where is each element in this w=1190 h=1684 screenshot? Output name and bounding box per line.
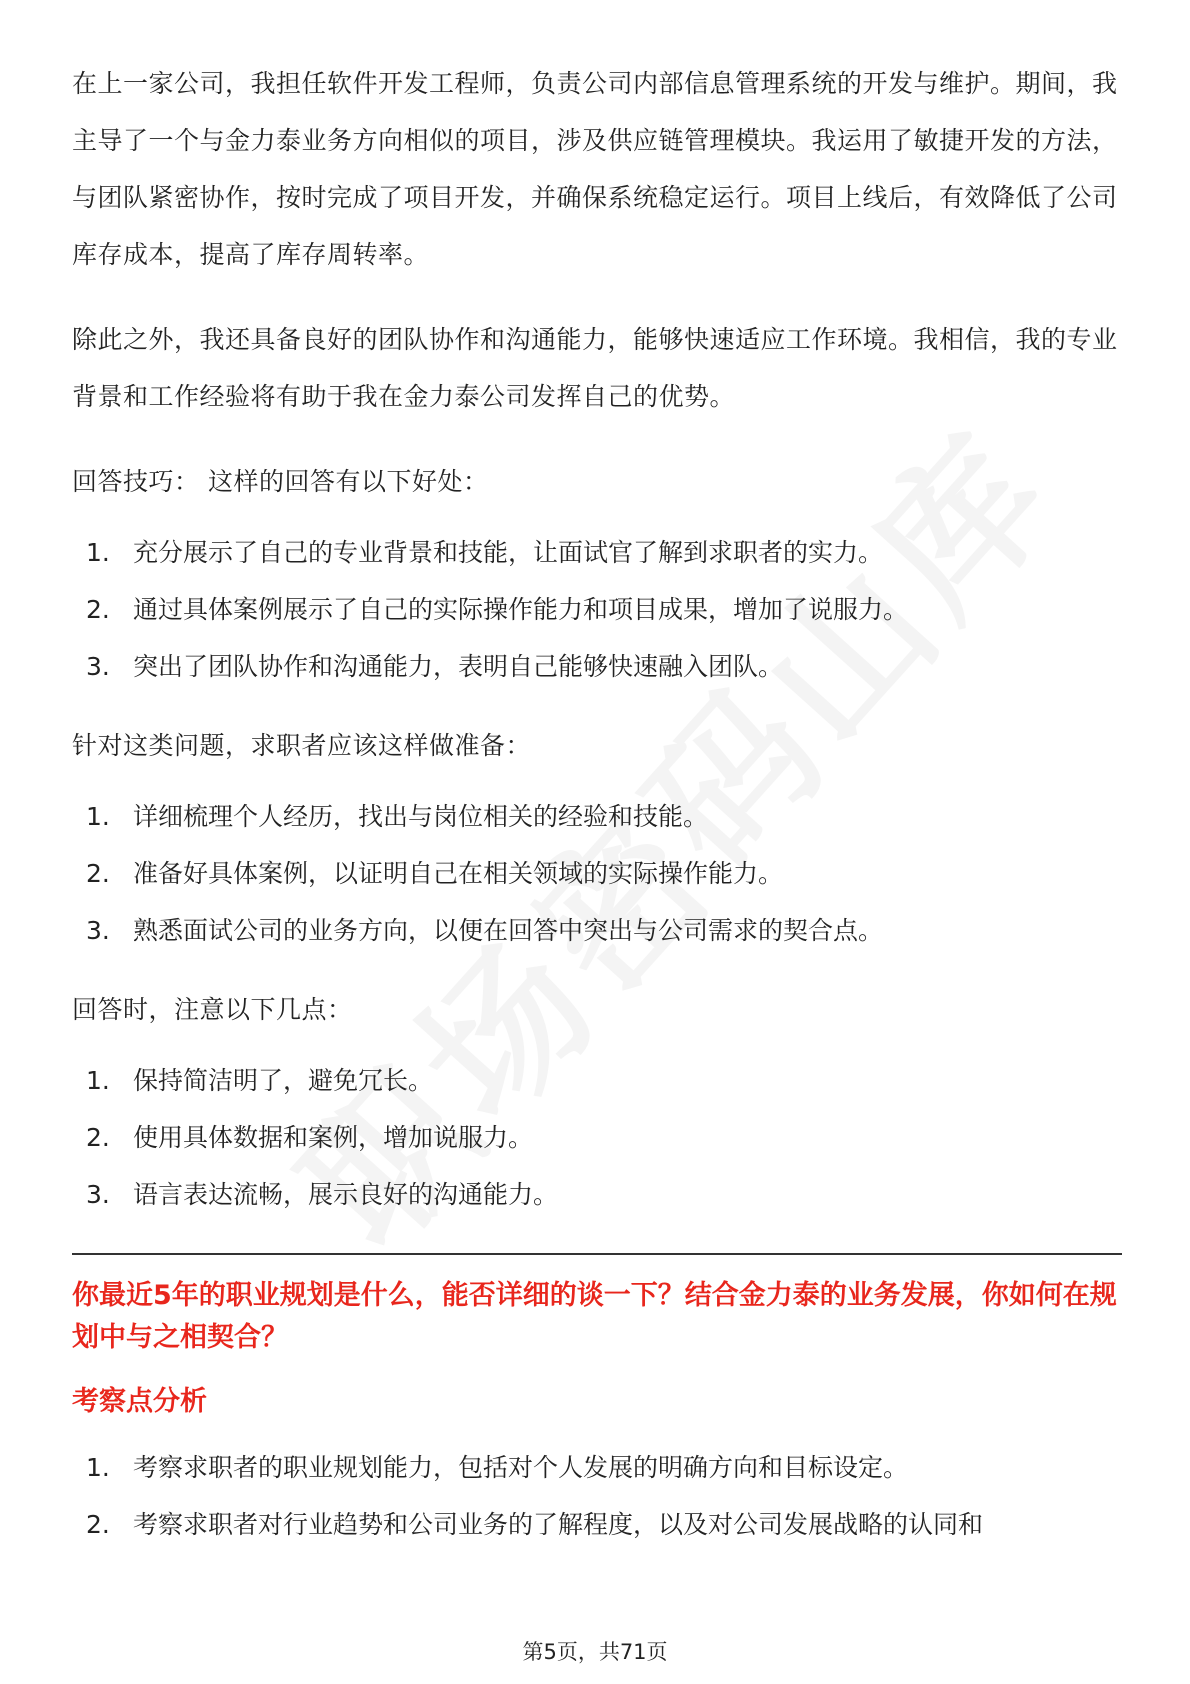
section-divider [72, 1253, 1122, 1255]
list-number: 2. [86, 595, 110, 624]
list-number: 3. [86, 652, 110, 681]
list-text: 突出了团队协作和沟通能力，表明自己能够快速融入团队。 [133, 652, 784, 681]
list-number: 3. [86, 916, 110, 945]
prep-list [72, 788, 1122, 959]
list-item [72, 902, 1122, 959]
list-item [72, 788, 1122, 845]
list-number: 1. [86, 538, 110, 567]
list-item [72, 524, 1122, 581]
list-text: 熟悉面试公司的业务方向，以便在回答中突出与公司需求的契合点。 [133, 916, 884, 945]
list-item [72, 1052, 1122, 1109]
list-number: 1. [86, 802, 110, 831]
list-number: 3. [86, 1180, 110, 1209]
tips-heading: 回答技巧： 这样的回答有以下好处： [72, 467, 489, 496]
list-item [72, 845, 1122, 902]
list-text: 使用具体数据和案例，增加说服力。 [133, 1123, 534, 1152]
list-text: 语言表达流畅，展示良好的沟通能力。 [133, 1180, 559, 1209]
list-item [72, 1109, 1122, 1166]
list-item [72, 638, 1122, 695]
analysis-heading: 考察点分析 [72, 1386, 207, 1417]
list-number: 1. [86, 1066, 110, 1095]
list-number: 2. [86, 1123, 110, 1152]
list-item [72, 1166, 1122, 1223]
notes-list [72, 1052, 1122, 1223]
list-item [72, 1439, 1122, 1496]
list-text: 考察求职者对行业趋势和公司业务的了解程度，以及对公司发展战略的认同和 [133, 1510, 984, 1539]
page-footer: 第5页，共71页 [522, 1640, 668, 1664]
list-text: 充分展示了自己的专业背景和技能，让面试官了解到求职者的实力。 [133, 538, 884, 567]
tips-list [72, 524, 1122, 695]
list-text: 准备好具体案例，以证明自己在相关领域的实际操作能力。 [133, 859, 784, 888]
analysis-list [72, 1439, 1122, 1553]
list-item [72, 581, 1122, 638]
question-heading: 你最近5年的职业规划是什么，能否详细的谈一下？结合金力泰的业务发展，你如何在规划中与之相契合？ [72, 1280, 1117, 1353]
intro-paragraph-1: 在上一家公司，我担任软件开发工程师，负责公司内部信息管理系统的开发与维护。期间，我主导了一个与金力泰业务方向相似的项目，涉及供应链管理模块。我运用了敏捷开发的方法，与团队紧密协作，按时完成了项目开发，并确保系统稳定运行。项目上线后，有效降低了公司库存成本，提高了库存周转率。 [72, 69, 1118, 269]
list-number: 2. [86, 859, 110, 888]
prep-heading: 针对这类问题，求职者应该这样做准备： [72, 731, 532, 760]
list-number: 1. [86, 1453, 110, 1482]
list-text: 通过具体案例展示了自己的实际操作能力和项目成果，增加了说服力。 [133, 595, 909, 624]
intro-paragraph-2: 除此之外，我还具备良好的团队协作和沟通能力，能够快速适应工作环境。我相信，我的专业背景和工作经验将有助于我在金力泰公司发挥自己的优势。 [72, 325, 1118, 411]
list-text: 保持简洁明了，避免冗长。 [133, 1066, 434, 1095]
list-item [72, 1496, 1122, 1553]
list-text: 详细梳理个人经历，找出与岗位相关的经验和技能。 [133, 802, 709, 831]
list-text: 考察求职者的职业规划能力，包括对个人发展的明确方向和目标设定。 [133, 1453, 909, 1482]
notes-heading: 回答时，注意以下几点： [72, 995, 353, 1024]
list-number: 2. [86, 1510, 110, 1539]
page-content [72, 55, 1122, 1553]
